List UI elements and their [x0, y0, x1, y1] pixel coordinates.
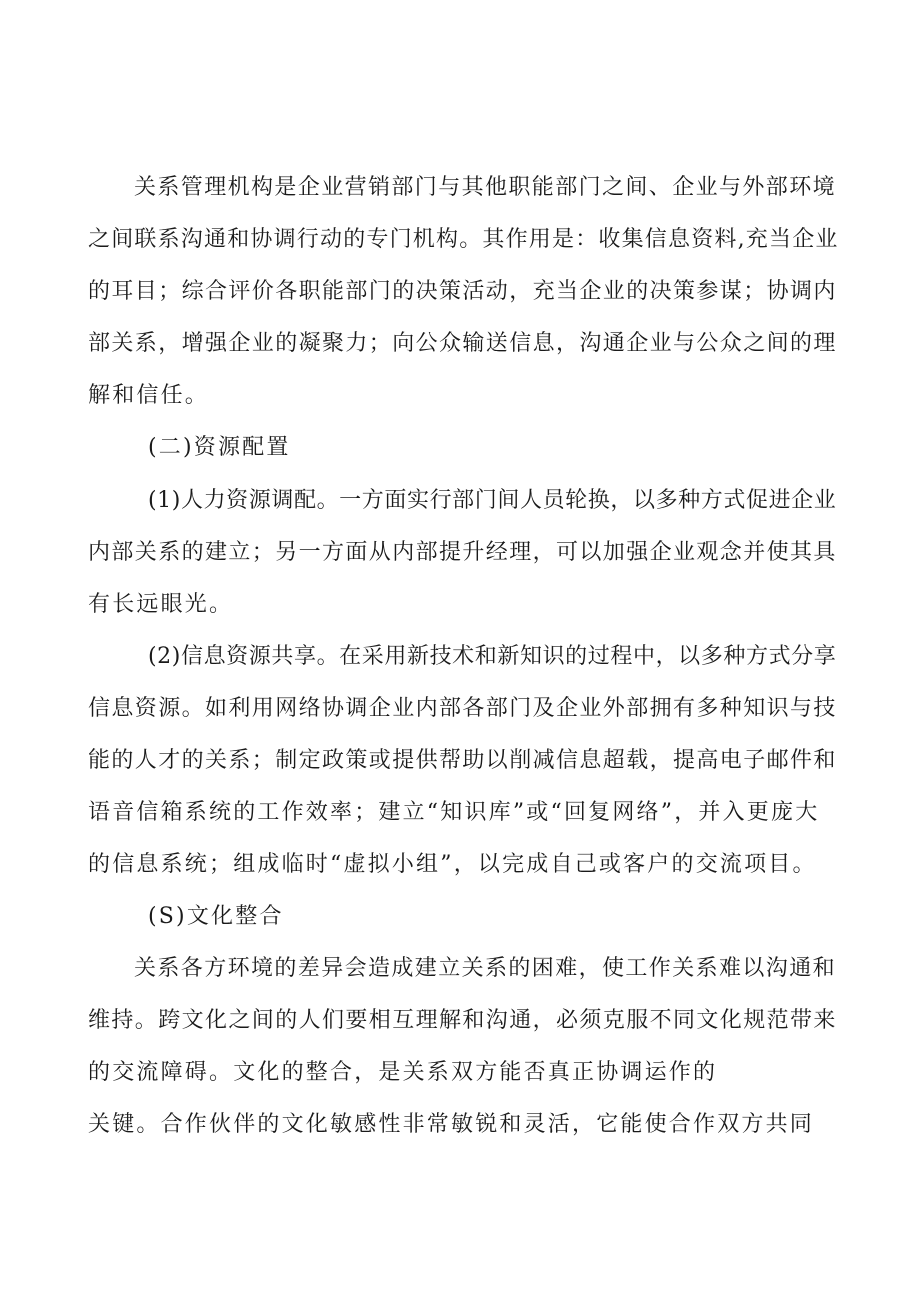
- paragraph-line: 的交流障碍。文化的整合，是关系双方能否真正协调运作的: [88, 1060, 718, 1085]
- paragraph-line: 信息资源。如利用网络协调企业内部各部门及企业外部拥有多种知识与技: [88, 696, 837, 721]
- paragraph-line: 维持。跨文化之间的人们要相互理解和沟通，必须克服不同文化规范带来: [88, 1008, 837, 1033]
- section-heading: (S)文化整合: [148, 904, 284, 929]
- section-heading: (二)资源配置: [148, 435, 291, 460]
- paragraph-line: 有长远眼光。: [88, 592, 234, 617]
- paragraph-line: 的信息系统；组成临时“虚拟小组”，以完成自己或客户的交流项目。: [88, 852, 817, 877]
- paragraph-line: 解和信任。: [88, 383, 210, 408]
- paragraph-line: 内部关系的建立；另一方面从内部提升经理，可以加强企业观念并使其具: [88, 540, 837, 565]
- paragraph-line: 能的人才的关系；制定政策或提供帮助以削减信息超载，提高电子邮件和: [88, 748, 837, 773]
- paragraph-line: 部关系，增强企业的凝聚力；向公众输送信息，沟通企业与公众之间的理: [88, 331, 837, 356]
- paragraph-line: (2)信息资源共享。在采用新技术和新知识的过程中，以多种方式分享: [148, 644, 837, 669]
- paragraph-line: 之间联系沟通和协调行动的专门机构。其作用是：收集信息资料,充当企业: [88, 227, 839, 252]
- paragraph-line: 语音信箱系统的工作效率；建立“知识库”或“回复网络”，并入更庞大: [88, 800, 820, 825]
- paragraph-line: 关系管理机构是企业营销部门与其他职能部门之间、企业与外部环境: [134, 175, 837, 200]
- paragraph-line: 关键。合作伙伴的文化敏感性非常敏锐和灵活，它能使合作双方共同: [88, 1112, 815, 1137]
- paragraph-line: 的耳目；综合评价各职能部门的决策活动，充当企业的决策参谋；协调内: [88, 279, 837, 304]
- paragraph-line: (1)人力资源调配。一方面实行部门间人员轮换，以多种方式促进企业: [148, 488, 837, 513]
- paragraph-line: 关系各方环境的差异会造成建立关系的困难，使工作关系难以沟通和: [134, 956, 837, 981]
